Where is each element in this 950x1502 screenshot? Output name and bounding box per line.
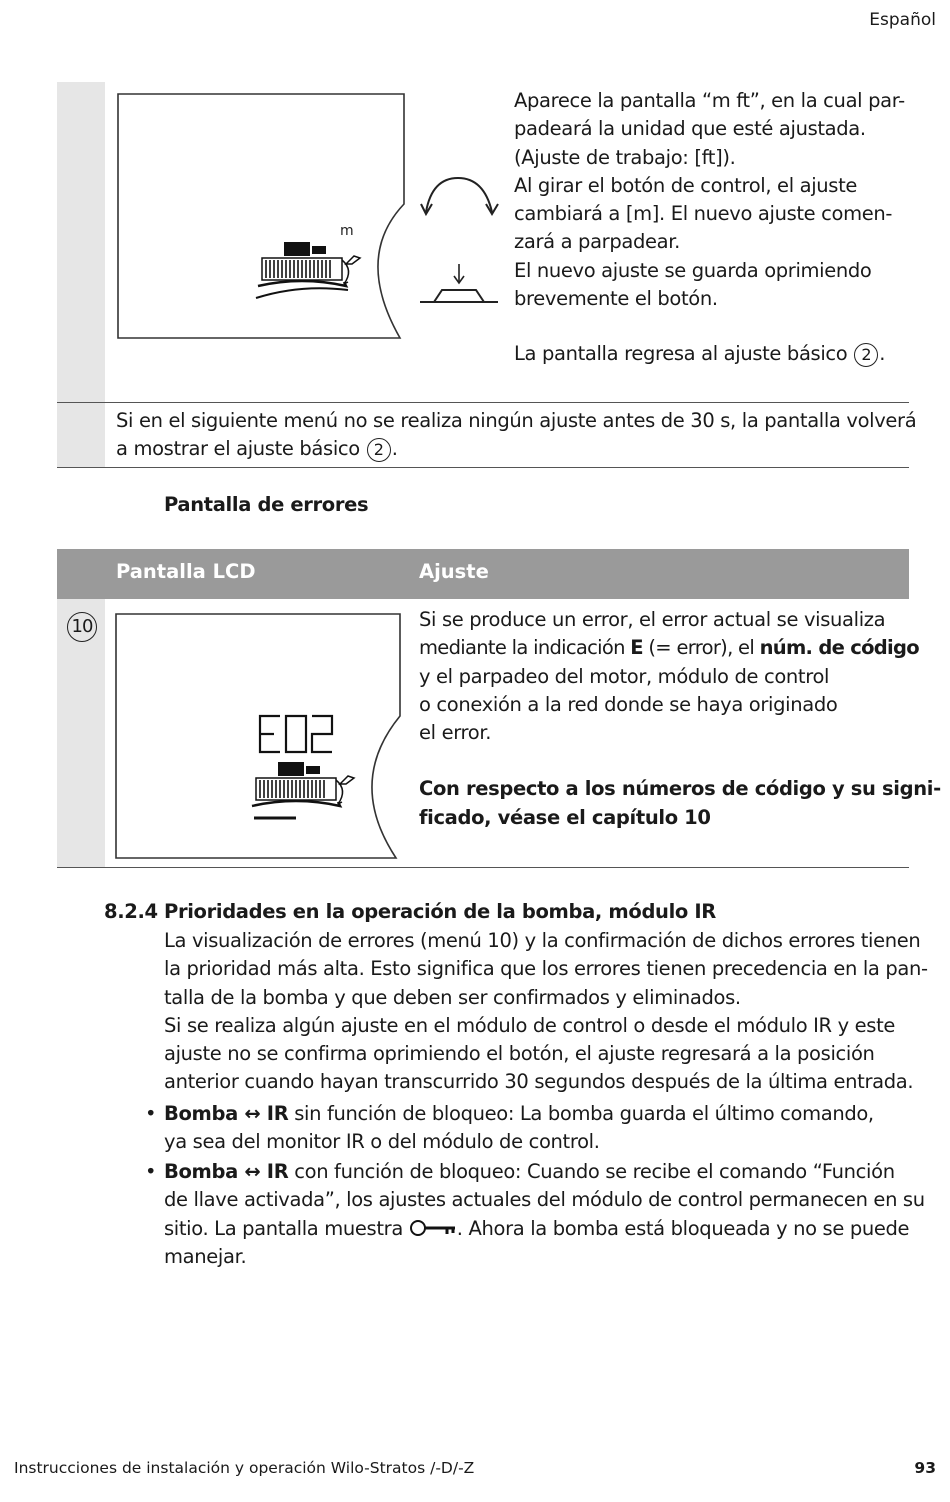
bullet-text: . Ahora la bomba está bloqueada y no se puede [456,1216,910,1240]
section-number: 8.2.4 [104,900,158,923]
basic-setting-ref-circle: 2 [367,438,391,462]
body-line: ajuste no se confirma oprimiendo el botón, el ajuste regresará a la posición [164,1042,875,1066]
bullet-text: sin función de bloqueo: La bomba guarda el último comando, [288,1102,874,1125]
description-line: cambiará a [m]. El nuevo ajuste comen- [514,202,893,226]
bullet-text: de llave activada”, los ajustes actuales del módulo de control permanecen en su [164,1188,925,1212]
body-line: Si se realiza algún ajuste en el módulo de control o desde el módulo IR y este [164,1013,896,1037]
error-line: el error. [419,721,492,745]
return-end: . [879,342,886,365]
rule-bottom [57,467,909,468]
unit-setting-description [514,87,934,313]
body-line: la prioridad más alta. Esto significa que los errores tienen precedencia en la pan- [164,957,928,981]
description-line: padeará la unidad que esté ajustada. [514,117,866,141]
error-code-letter: E [630,636,643,660]
table-header [57,549,909,599]
section-body [164,927,928,1097]
error-line: o conexión a la red donde se haya originado [419,692,838,716]
error-line-part: (= error), el [642,636,760,660]
error-section-title: Pantalla de errores [164,493,369,516]
bullet-item-lock [164,1158,925,1271]
error-line: Si se produce un error, el error actual se visualiza [419,608,886,631]
note-margin-column [57,403,105,467]
body-line: La visualización de errores (menú 10) y la confirmación de dichos errores tienen [164,929,921,952]
col-setting-header: Ajuste [419,560,489,583]
description-line: Al girar el botón de control, el ajuste [514,173,858,197]
bullet-text: ya sea del monitor IR o del módulo de control. [164,1130,600,1154]
chapter-reference: ficado, véase el capítulo 10 [419,805,711,829]
col-lcd-header: Pantalla LCD [116,560,256,583]
language-label: Español [869,10,936,30]
timeout-line-1: Si en el siguiente menú no se realiza ningún ajuste antes de 30 s, la pantalla volverá [116,409,917,432]
press-button-icon [418,262,500,306]
description-line: El nuevo ajuste se guarda oprimiendo [514,258,872,282]
basic-setting-ref-circle: 2 [854,343,878,367]
pump-ir-label: Bomba ↔ IR [164,1102,289,1125]
return-text: La pantalla regresa al ajuste básico [514,342,848,365]
description-line: zará a parpadear. [514,230,680,254]
error-line: y el parpadeo del motor, módulo de control [419,664,830,688]
error-lcd-display [114,612,404,862]
footer-doc-title: Instrucciones de instalación y operación Wilo-Stratos /-D/-Z [14,1459,475,1477]
menu-number-badge [67,612,97,642]
return-to-basic-text [514,340,885,368]
rotate-knob-icon [418,170,500,220]
bullet-text: con función de bloqueo: Cuando se recibe el comando “Función [288,1160,895,1183]
error-description [419,606,941,832]
timeout-line-2: a mostrar el ajuste básico [116,437,360,461]
bullet-item-no-lock [164,1100,874,1157]
bullet-marker: • [145,1160,157,1183]
section-title: Prioridades en la operación de la bomba, módulo IR [164,900,716,923]
rule-top [57,402,909,403]
pump-ir-label: Bomba ↔ IR [164,1160,289,1183]
description-line: (Ajuste de trabajo: [ft]). [514,145,736,169]
body-line: talla de la bomba y que deben ser confirmados y eliminados. [164,985,741,1009]
error-table-bottom-rule [57,867,909,868]
key-lock-icon [409,1218,457,1238]
bullet-text: sitio. La pantalla muestra [164,1216,403,1240]
error-line-part: mediante la indicación [419,636,631,660]
code-number-term: núm. de código [759,636,919,660]
bullet-marker: • [145,1102,157,1125]
lcd-display-unit [116,92,416,342]
lcd-unit-label: m [340,223,354,239]
timeout-note [116,407,916,464]
menu-number: 10 [71,616,93,637]
body-line: anterior cuando hayan transcurrido 30 segundos después de la última entrada. [164,1070,914,1094]
chapter-reference: Con respecto a los números de código y su signi- [419,777,941,801]
description-line: Aparece la pantalla “m ft”, en la cual par- [514,89,905,112]
bullet-text: manejar. [164,1244,247,1268]
timeout-end: . [391,437,398,461]
description-line: brevemente el botón. [514,287,718,311]
page-number: 93 [914,1459,936,1477]
left-margin-column [57,82,105,402]
